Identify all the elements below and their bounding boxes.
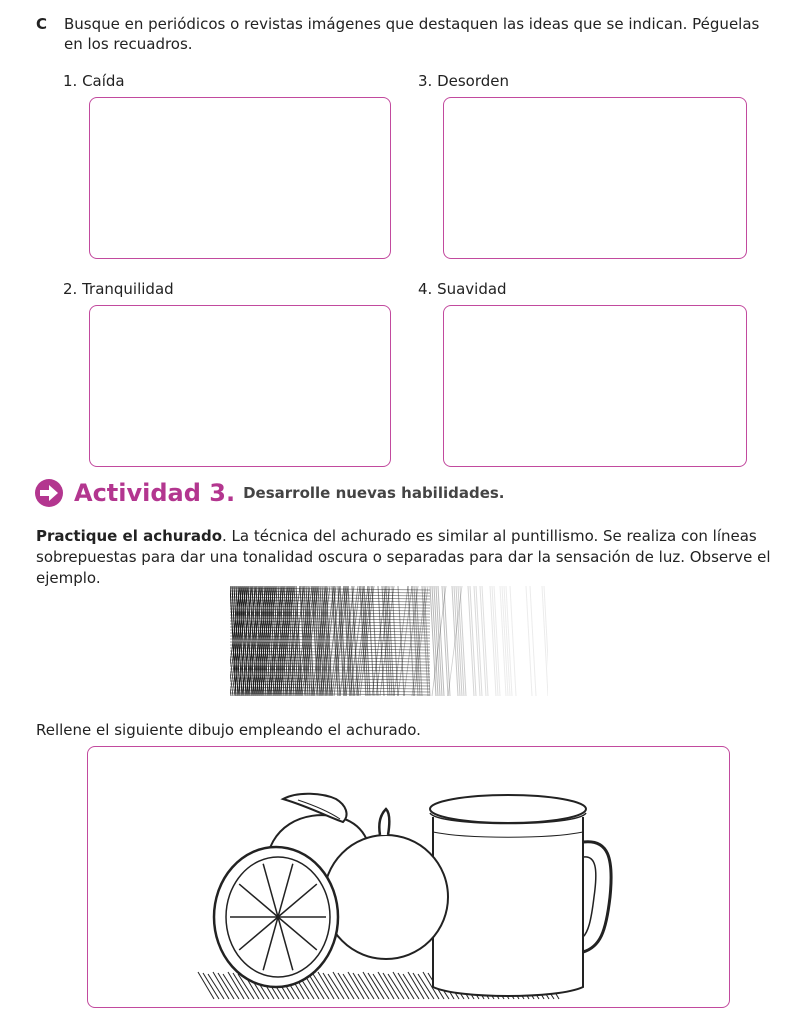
activity-title: Actividad 3.: [74, 479, 236, 507]
practice-bold: Practique el achurado: [36, 527, 222, 545]
item-label-tranquilidad: 2. Tranquilidad: [63, 280, 174, 298]
paste-box-desorden: [443, 97, 747, 259]
paste-box-caida: [89, 97, 391, 259]
practice-paragraph: [36, 526, 776, 589]
item-label-caida: 1. Caída: [63, 72, 125, 90]
section-c: [36, 14, 781, 54]
paste-box-tranquilidad: [89, 305, 391, 467]
arrow-circle-icon: [34, 478, 64, 508]
item-label-desorden: 3. Desorden: [418, 72, 510, 90]
practice-text: . La técnica del achurado es similar al puntillismo. Se realiza con líneas sobrepuestas para dar una tonalidad oscura o separadas para dar la sensación de luz. Observe el ejemplo.: [36, 527, 771, 587]
fill-instruction: Rellene el siguiente dibujo empleando el achurado.: [36, 721, 421, 739]
drawing-box: [87, 746, 730, 1008]
item-label-suavidad: 4. Suavidad: [418, 280, 507, 298]
paste-box-suavidad: [443, 305, 747, 467]
hatching-example-image: [230, 586, 548, 696]
activity-subtitle: Desarrolle nuevas habilidades.: [243, 484, 505, 502]
section-letter: C: [36, 15, 48, 33]
activity-header: [34, 478, 505, 508]
still-life-drawing: [88, 747, 731, 1009]
section-c-instruction: Busque en periódicos o revistas imágenes que destaquen las ideas que se indican. Péguelas en los recuadros.: [64, 15, 760, 53]
